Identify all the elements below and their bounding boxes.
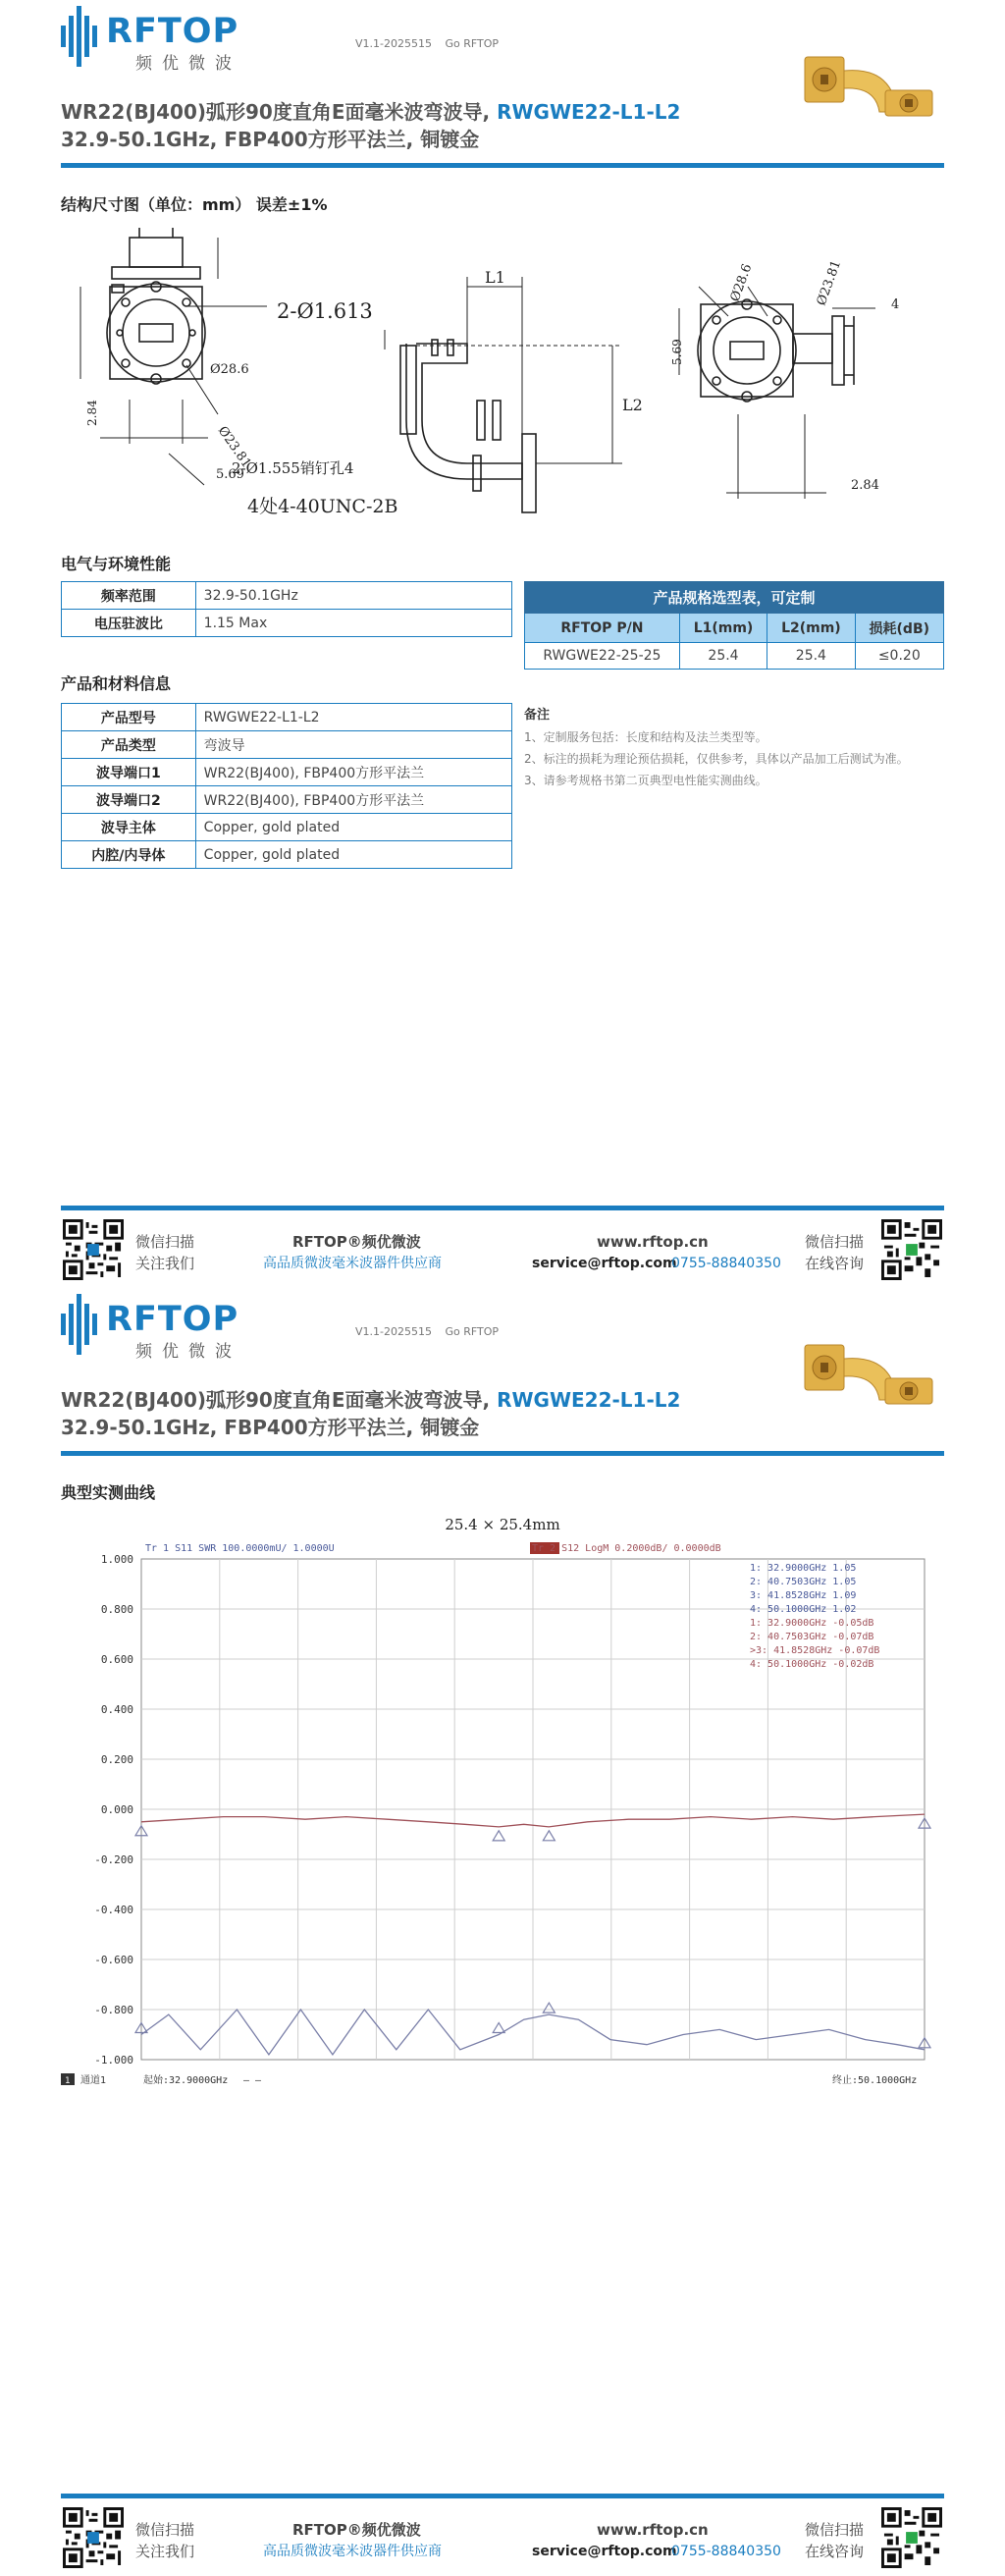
y-tick-label: -0.400: [94, 1904, 133, 1916]
materials-section-title: 产品和材料信息: [61, 674, 172, 693]
notes: [524, 705, 946, 791]
y-tick-label: -0.800: [94, 2004, 133, 2016]
title-prefix: WR22(BJ400)弧形90度直角E面毫米波弯波导,: [61, 100, 498, 124]
footer-email[interactable]: service@rftop.com: [532, 1256, 677, 1271]
footer-website[interactable]: www.rftop.cn: [597, 2521, 709, 2539]
cell-value: 32.9-50.1GHz: [195, 582, 511, 610]
col-header: L2(mm): [767, 614, 855, 643]
footer-company: RFTOP®频优微波: [292, 1233, 421, 1251]
marker-readout-line: 3: 41.8528GHz 1.09: [750, 1590, 857, 1601]
electrical-table: [61, 581, 512, 637]
table-row: [62, 704, 512, 731]
cell-value: Copper, gold plated: [195, 814, 511, 841]
marker-readout-line: 1: 32.9000GHz -0.05dB: [750, 1618, 874, 1629]
y-tick-label: -0.200: [94, 1853, 133, 1866]
note-item: 3、请参考规格书第二页典型电性能实测曲线。: [524, 774, 767, 787]
marker-readout-line: 4: 50.1000GHz 1.02: [750, 1604, 857, 1615]
cell-loss: ≤0.20: [855, 643, 943, 670]
drawing-section-title: 结构尺寸图（单位：mm） 误差±1%: [61, 195, 328, 214]
table-row: [62, 814, 512, 841]
cell-l1: 25.4: [679, 643, 767, 670]
cell-value: 弯波导: [195, 731, 511, 759]
product-title: [61, 1384, 680, 1413]
x-start-label: 起始:32.9000GHz: [143, 2075, 229, 2086]
dim-284: 2.84: [85, 400, 99, 426]
y-tick-label: -0.600: [94, 1954, 133, 1966]
footer-divider: [61, 2494, 944, 2498]
trace1-label: Tr 1 S11 SWR 100.0000mU/ 1.0000U: [145, 1543, 335, 1554]
cell-value: WR22(BJ400), FBP400方形平法兰: [195, 759, 511, 786]
rftop-logo: [61, 1288, 267, 1365]
trace2-label: Tr 2 S12 LogM 0.2000dB/ 0.0000dB: [532, 1543, 721, 1554]
footer-website[interactable]: www.rftop.cn: [597, 1233, 709, 1251]
logo-bars-icon: [61, 4, 100, 69]
table-row: [62, 841, 512, 869]
materials-table: [61, 703, 512, 869]
logo-wordmark: RFTOP: [106, 12, 239, 51]
footer-email[interactable]: service@rftop.com: [532, 2544, 677, 2559]
dim-dia3b: Ø23.81: [814, 258, 845, 308]
dim-screw: 2-Ø1.555销钉孔4: [232, 459, 354, 477]
cell-l2: 25.4: [767, 643, 855, 670]
y-tick-label: 0.400: [100, 1703, 133, 1716]
table-row: [62, 731, 512, 759]
col-header: L1(mm): [679, 614, 767, 643]
footer-slogan: 高品质微波毫米波器件供应商: [263, 1256, 442, 1271]
footer-online-consult: 在线咨询: [805, 1255, 865, 1272]
table-row: [62, 786, 512, 814]
footer-phone[interactable]: 0755-88840350: [671, 1256, 781, 1271]
datasheet-page-2: [0, 1288, 1005, 2576]
y-tick-label: 0.800: [100, 1603, 133, 1616]
cell-key: 波导主体: [62, 814, 196, 841]
cell-key: 产品型号: [62, 704, 196, 731]
cell-key: 电压驻波比: [62, 610, 196, 637]
spec-header-row: [525, 614, 944, 643]
dim-l1: L1: [485, 268, 505, 287]
footer-slogan: 高品质微波毫米波器件供应商: [263, 2544, 442, 2559]
note-item: 2、标注的损耗为理论预估损耗，仅供参考，具体以产品加工后测试为准。: [524, 752, 909, 766]
chart-title: 25.4 × 25.4mm: [445, 1516, 560, 1533]
marker-readout-line: 2: 40.7503GHz 1.05: [750, 1577, 857, 1587]
footer-wechat-scan: 微信扫描: [135, 2521, 195, 2539]
electrical-section-title: 电气与环境性能: [61, 555, 172, 573]
dim-569: 5.69: [216, 467, 244, 482]
table-row: [62, 610, 512, 637]
dim-dia3: Ø23.81: [214, 423, 254, 471]
consult-qr-code-icon: [881, 1219, 942, 1280]
cell-value: 1.15 Max: [195, 610, 511, 637]
y-tick-label: 0.000: [100, 1803, 133, 1816]
title-part-number: RWGWE22-L1-L2: [497, 1388, 681, 1412]
dim-284b: 2.84: [851, 478, 879, 493]
version-text: V1.1-2025515: [355, 1325, 432, 1338]
spec-selection-table: [524, 581, 944, 670]
footer-wechat-scan-right: 微信扫描: [805, 2521, 865, 2539]
dim-569b: 5.69: [670, 339, 684, 365]
product-title: [61, 96, 680, 125]
col-header: RFTOP P/N: [525, 614, 680, 643]
flange-square-left: [110, 287, 202, 379]
y-tick-label: 0.200: [100, 1753, 133, 1766]
spec-caption: 产品规格选型表，可定制: [525, 582, 944, 614]
logo-wordmark: RFTOP: [106, 1300, 239, 1339]
cell-value: RWGWE22-L1-L2: [195, 704, 511, 731]
table-row: [62, 759, 512, 786]
dim-thread: 4处4-40UNC-2B: [247, 496, 398, 517]
brand-text: Go RFTOP: [445, 1325, 500, 1338]
product-subtitle: 32.9-50.1GHz, FBP400方形平法兰, 铜镀金: [61, 1416, 480, 1439]
dim-dia2b: Ø28.6: [727, 262, 756, 304]
logo-chinese: 频优微波: [135, 1342, 241, 1362]
cell-key: 波导端口1: [62, 759, 196, 786]
header-divider: [61, 1451, 944, 1456]
note-item: 1、定制服务包括：长度和结构及法兰类型等。: [524, 730, 767, 744]
product-subtitle: 32.9-50.1GHz, FBP400方形平法兰, 铜镀金: [61, 128, 480, 151]
marker-readout-line: 4: 50.1000GHz -0.02dB: [750, 1659, 874, 1670]
cell-key: 频率范围: [62, 582, 196, 610]
version-line: [355, 1325, 508, 1338]
rftop-logo: [61, 0, 267, 77]
channel-number: 1: [65, 2076, 71, 2086]
footer-wechat-scan-right: 微信扫描: [805, 1233, 865, 1251]
table-row: [525, 643, 944, 670]
curve-section-title: 典型实测曲线: [61, 1483, 156, 1502]
dim-4: 4: [891, 297, 900, 312]
product-photo: [797, 1327, 944, 1410]
footer-company: RFTOP®频优微波: [292, 2521, 421, 2539]
footer-follow-us: 关注我们: [135, 2543, 195, 2560]
logo-bars-icon: [61, 1292, 100, 1357]
mechanical-drawing: [61, 228, 944, 522]
title-prefix: WR22(BJ400)弧形90度直角E面毫米波弯波导,: [61, 1388, 498, 1412]
y-tick-label: 0.600: [100, 1653, 133, 1666]
footer-phone[interactable]: 0755-88840350: [671, 2544, 781, 2559]
dim-dia1: 2-Ø1.613: [277, 299, 373, 323]
cell-value: WR22(BJ400), FBP400方形平法兰: [195, 786, 511, 814]
y-tick-label: -1.000: [94, 2054, 133, 2066]
notes-title: 备注: [524, 708, 551, 723]
marker-readout-line: 1: 32.9000GHz 1.05: [750, 1563, 857, 1574]
measurement-chart: [61, 1533, 944, 2093]
col-header: 损耗(dB): [855, 614, 943, 643]
qr-code-icon: [63, 2507, 124, 2568]
cell-pn: RWGWE22-25-25: [525, 643, 680, 670]
footer-divider: [61, 1206, 944, 1210]
header-divider: [61, 163, 944, 168]
brand-text: Go RFTOP: [445, 37, 500, 50]
cell-value: Copper, gold plated: [195, 841, 511, 869]
footer-wechat-scan: 微信扫描: [135, 1233, 195, 1251]
cell-key: 内腔/内导体: [62, 841, 196, 869]
product-photo: [797, 39, 944, 122]
title-part-number: RWGWE22-L1-L2: [497, 100, 681, 124]
marker-readout-line: >3: 41.8528GHz -0.07dB: [750, 1645, 880, 1656]
cell-key: 波导端口2: [62, 786, 196, 814]
cell-key: 产品类型: [62, 731, 196, 759]
y-tick-label: 1.000: [100, 1553, 133, 1566]
table-row: [62, 582, 512, 610]
qr-code-icon: [63, 1219, 124, 1280]
version-line: [355, 37, 508, 50]
dim-dia2: Ø28.6: [210, 362, 249, 377]
footer-online-consult: 在线咨询: [805, 2543, 865, 2560]
channel-label: 通道1: [80, 2075, 107, 2086]
logo-chinese: 频优微波: [135, 54, 241, 74]
dim-l2: L2: [622, 396, 643, 414]
x-stop-label: 终止:50.1000GHz: [832, 2075, 918, 2086]
marker-readout-line: 2: 40.7503GHz -0.07dB: [750, 1632, 874, 1642]
x-start-dash: — —: [243, 2075, 262, 2086]
version-text: V1.1-2025515: [355, 37, 432, 50]
footer-follow-us: 关注我们: [135, 1255, 195, 1272]
consult-qr-code-icon: [881, 2507, 942, 2568]
